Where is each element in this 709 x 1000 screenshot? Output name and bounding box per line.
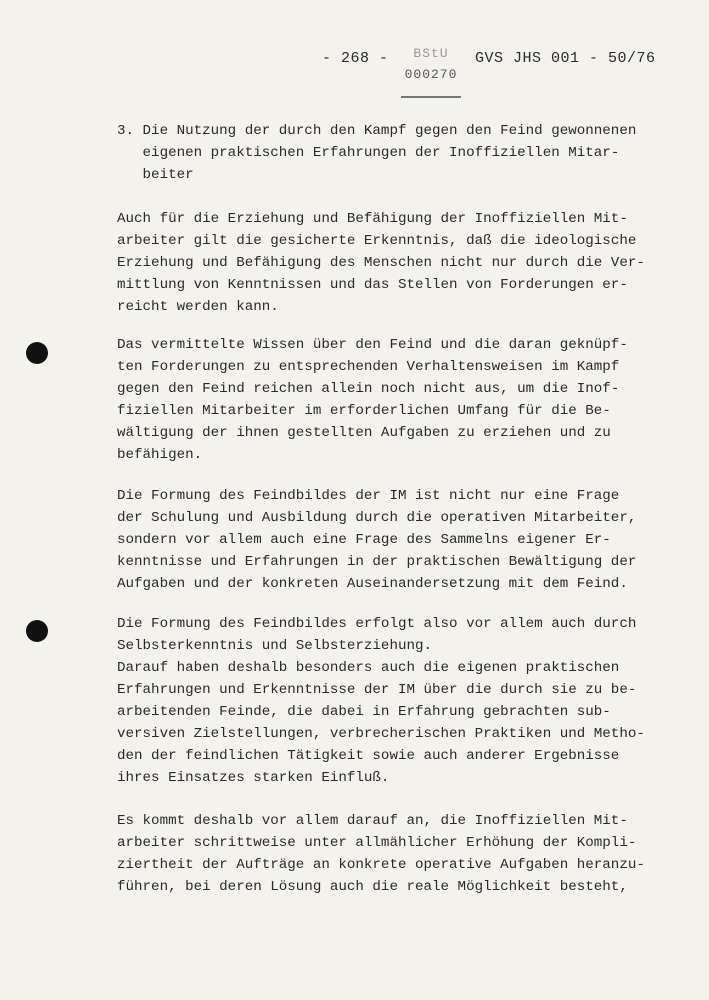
punch-hole-upper [26,342,48,364]
paragraph-2: Das vermittelte Wissen über den Feind und die daran geknüpf- ten Forderungen zu entsprechenden Verhaltensweisen im Kampf gegen den Feind reichen allein noch nicht aus, um die Inof- fiziellen Mitarbeiter im erforderlichen Umfang für die Be- wältigung der ihnen gestellten Aufgaben zu erziehen und zu befähigen. [117,337,628,463]
paragraph-5: Es kommt deshalb vor allem darauf an, die Inoffiziellen Mit- arbeiter schrittweise unter allmählicher Erhöhung der Kompli- ziertheit der Aufträge an konkrete operative Aufgaben heranzu- führen, bei deren Lösung auch die reale Möglichkeit besteht, [117,813,645,895]
paragraph-4: Die Formung des Feindbildes erfolgt also vor allem auch durch Selbsterkenntnis und Selbsterziehung. Darauf haben deshalb besonders auch die eigenen praktischen Erfahrungen und Erkenntnisse der IM über die durch sie zu be- arbeitenden Feinde, die dabei in Erfahrung gebrachten sub- versiven Zielstellungen, verbrecherischen Praktiken und Metho- den der feindlichen Tätigkeit sowie auch anderer Ergebnisse ihres Einsatzes starken Einfluß. [117,616,645,786]
document-reference: GVS JHS 001 - 50/76 [475,50,656,67]
punch-hole-lower [26,620,48,642]
archive-stamp [398,46,464,108]
paragraph-3: Die Formung des Feindbildes der IM ist nicht nur eine Frage der Schulung und Ausbildung durch die operativen Mitarbeiter, sondern vor allem auch eine Frage des Sammelns eigener Er- kenntnisse und Erfahrungen in der praktischen Bewältigung der Aufgaben und der konkreten Auseinandersetzung mit dem Feind. [117,488,637,592]
section-heading: 3. Die Nutzung der durch den Kampf gegen den Feind gewonnenen eigenen praktischen Erfahrungen der Inoffiziellen Mitar- beiter [117,123,637,183]
paragraph-1: Auch für die Erziehung und Befähigung der Inoffiziellen Mit- arbeiter gilt die gesicherte Erkenntnis, daß die ideologische Erziehung und Befähigung des Menschen nicht nur durch die Ver- mittlung von Kenntnissen und das Stellen von Forderungen er- reicht werden kann. [117,211,645,315]
page-number: - 268 - [322,50,389,67]
stamp-label: BStU [413,46,449,61]
stamp-underline [401,96,461,98]
stamp-number: 000270 [404,67,458,82]
